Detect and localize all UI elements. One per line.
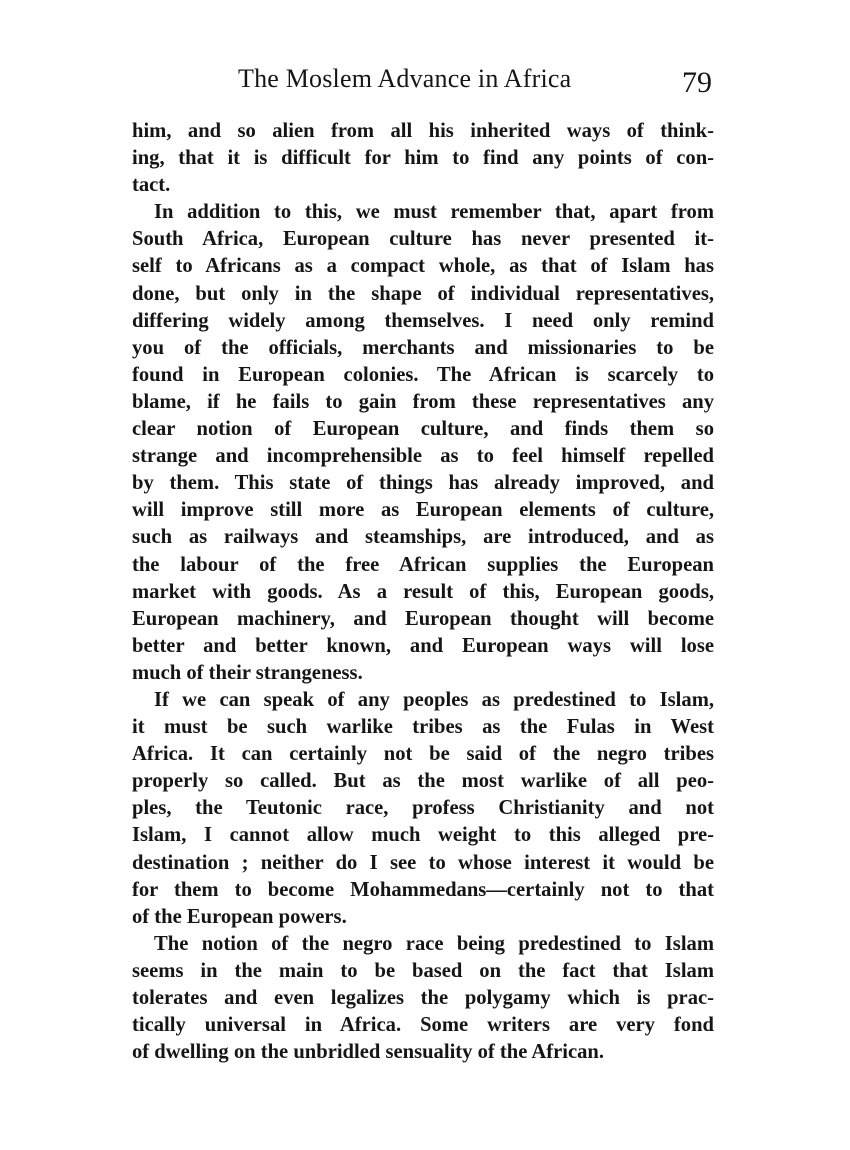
text-line: Africa. It can certainly not be said of the negro tribes xyxy=(132,743,714,766)
text-line: such as railways and steamships, are introduced, and as xyxy=(132,526,714,549)
text-line: tolerates and even legalizes the polygamy which is prac- xyxy=(132,987,714,1009)
text-line: will improve still more as European elements of culture, xyxy=(132,499,714,522)
paragraph-4 xyxy=(132,931,714,1066)
paragraph-3 xyxy=(132,687,714,931)
running-title: The Moslem Advance in Africa xyxy=(238,64,572,93)
text-line: If we can speak of any peoples as predestined to Islam, xyxy=(154,688,714,711)
text-line: of the European powers. xyxy=(132,905,347,928)
text-line: ing, that it is difficult for him to find any points of con- xyxy=(132,147,714,170)
body-text xyxy=(132,118,714,1066)
text-line: destination ; neither do I see to whose interest it would be xyxy=(132,851,714,874)
text-line: it must be such warlike tribes as the Fulas in West xyxy=(132,716,714,739)
text-line: tically universal in Africa. Some writers are very fond xyxy=(132,1014,714,1037)
text-line: The notion of the negro race being predestined to Islam xyxy=(154,932,714,955)
text-line: properly so called. But as the most warlike of all peo- xyxy=(132,770,714,793)
text-line: of dwelling on the unbridled sensuality of the African. xyxy=(132,1041,604,1064)
text-line: ples, the Teutonic race, profess Christianity and not xyxy=(132,797,714,820)
text-line: him, and so alien from all his inherited ways of think- xyxy=(132,120,714,142)
text-line: blame, if he fails to gain from these representatives any xyxy=(132,390,714,413)
text-line: much of their strangeness. xyxy=(132,661,363,684)
text-line: In addition to this, we must remember that, apart from xyxy=(154,201,714,224)
page-number: 79 xyxy=(682,66,712,99)
text-line: for them to become Mohammedans—certainly not to that xyxy=(132,878,714,901)
text-line: strange and incomprehensible as to feel himself repelled xyxy=(132,445,714,468)
text-line: clear notion of European culture, and finds them so xyxy=(132,418,714,441)
text-line: by them. This state of things has already improved, and xyxy=(132,472,714,495)
text-line: self to Africans as a compact whole, as that of Islam has xyxy=(132,255,714,278)
text-line: South Africa, European culture has never presented it- xyxy=(132,228,714,251)
text-line: better and better known, and European ways will lose xyxy=(132,634,714,657)
running-head xyxy=(132,62,712,102)
text-line: differing widely among themselves. I need only remind xyxy=(132,309,714,332)
text-line: market with goods. As a result of this, European goods, xyxy=(132,580,714,603)
text-line: tact. xyxy=(132,174,171,197)
text-line: European machinery, and European thought will become xyxy=(132,607,714,630)
text-line: done, but only in the shape of individual representatives, xyxy=(132,282,714,305)
text-line: Islam, I cannot allow much weight to this alleged pre- xyxy=(132,824,714,847)
text-line: seems in the main to be based on the fact that Islam xyxy=(132,959,714,982)
text-line: you of the officials, merchants and missionaries to be xyxy=(132,336,714,359)
paragraph-1 xyxy=(132,118,714,199)
text-line: the labour of the free African supplies the European xyxy=(132,553,714,576)
paragraph-2 xyxy=(132,199,714,687)
text-line: found in European colonies. The African is scarcely to xyxy=(132,363,714,386)
